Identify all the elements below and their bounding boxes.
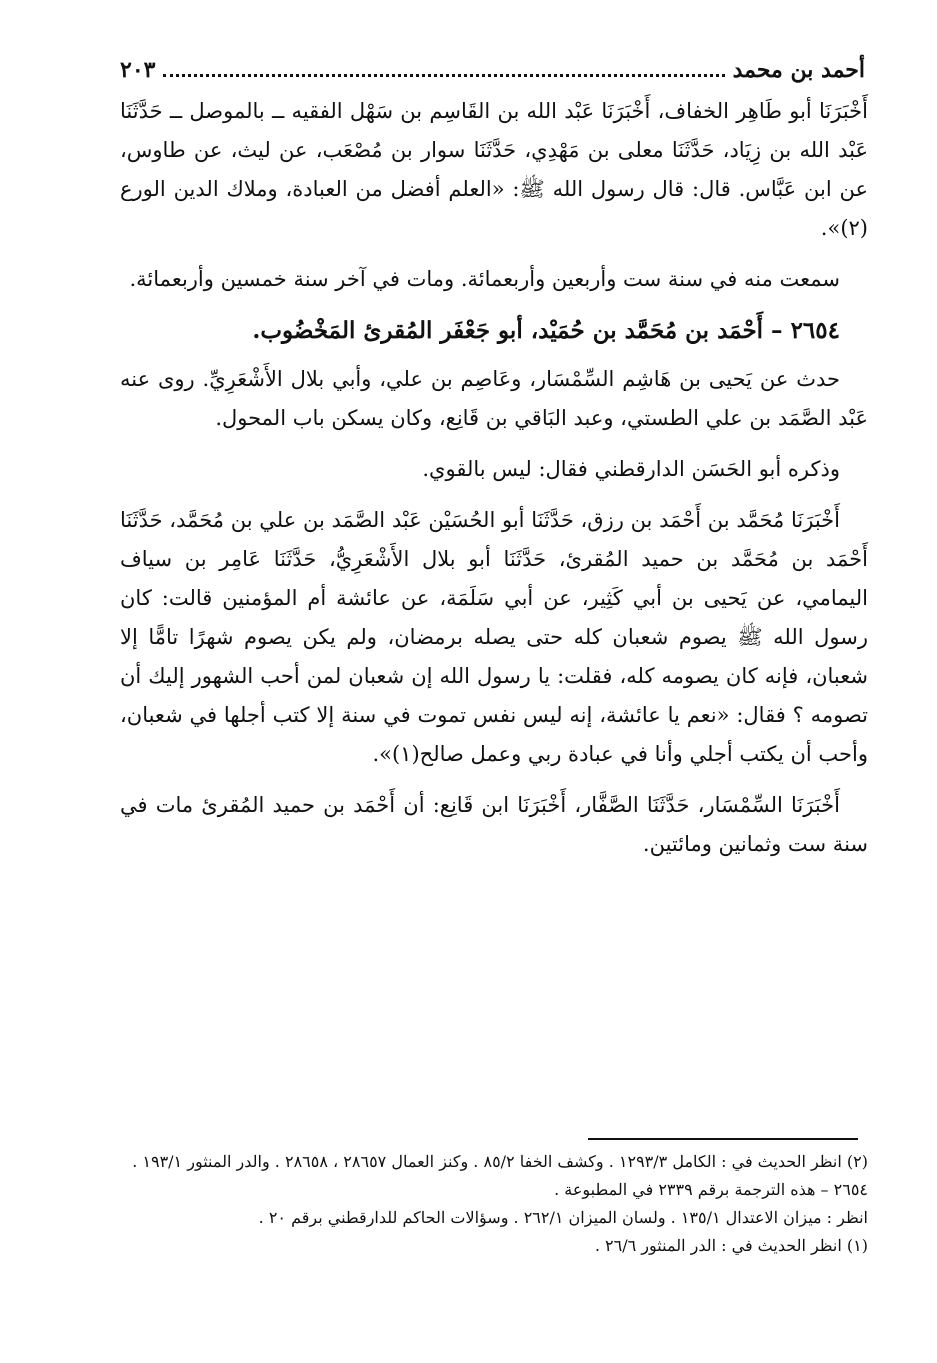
paragraph-death-note-1: سمعت منه في سنة ست وأربعين وأربعمائة. ومات في آخر سنة خمسين وأربعمائة. bbox=[129, 267, 840, 291]
footnote-entry-note: ٢٦٥٤ – هذه الترجمة برقم ٢٣٣٩ في المطبوعة . bbox=[554, 1180, 868, 1199]
leader-dots bbox=[163, 64, 724, 77]
main-text bbox=[120, 92, 868, 876]
page-number: ٢٠٣ bbox=[120, 57, 156, 83]
footnotes bbox=[120, 1148, 868, 1260]
running-title: أحمد بن محمد bbox=[732, 57, 865, 83]
paragraph-narrators: حدث عن يَحيى بن هَاشِم السِّمْسَار، وعَاصِم بن علي، وأبي بلال الأَشْعَرِيِّ. روى عنه عَبْد الصَّمَد بن علي الطستي، وعبد البَاقي بن قَانِع، وكان يسكن باب المحول. bbox=[120, 367, 868, 430]
footnote-divider bbox=[588, 1138, 858, 1140]
paragraph-daraqutni: وذكره أبو الحَسَن الدارقطني فقال: ليس بالقوي. bbox=[422, 457, 840, 481]
footnote-1: (١) انظر الحديث في : الدر المنثور ٢٦/٦ . bbox=[594, 1236, 868, 1255]
entry-heading: ٢٦٥٤ – أَحْمَد بن مُحَمَّد بن حُمَيْد، أبو جَعْفَر المُقرئ المَخْضُوب. bbox=[252, 317, 840, 344]
paragraph-hadith: أَخْبَرَنَا مُحَمَّد بن أَحْمَد بن رزق، حَدَّثَنَا أبو الحُسَيْن عَبْد الصَّمَد بن علي بن مُحَمَّد، حَدَّثَنَا أَحْمَد بن مُحَمَّد بن حميد المُقرئ، حَدَّثَنَا أبو بلال الأَشْعَرِيُّ، حَدَّثَنَا عَامِر بن سياف اليمامي، عن يَحيى بن أبي كَثِير، عن أبي سَلَمَة، عن عائشة أم المؤمنين قالت: كان رسول الله ﷺ يصوم شعبان كله حتى يصله برمضان، ولم يكن يصوم شهرًا تامًّا إلا شعبان، فإنه كان يصومه كله، فقلت: يا رسول الله إن شعبان لمن أحب الشهور إليك أن تصومه ؟ فقال: «نعم يا عائشة، إنه ليس نفس تموت في سنة إلا كتب أجلها في شعبان، وأحب أن يكتب أجلي وأنا في عبادة ربي وعمل صالح(١)». bbox=[120, 508, 868, 766]
footnote-2: (٢) انظر الحديث في : الكامل ١٢٩٣/٣ . وكشف الخفا ٨٥/٢ . وكنز العمال ٢٨٦٥٧ ، ٢٨٦٥٨ . والدر المنثور ١٩٣/١ . bbox=[132, 1152, 868, 1171]
paragraph-isnad-1: أَخْبَرَنَا أبو طَاهِر الخفاف، أَخْبَرَنَا عَبْد الله بن القَاسِم بن سَهْل الفقيه ــ بالموصل ــ حَدَّثَنَا عَبْد الله بن زِيَاد، حَدَّثَنَا معلى بن مَهْدِي، حَدَّثَنَا سوار بن مُصْعَب، عن ليث، عن طاوس، عن ابن عَبَّاس. قال: قال رسول الله ﷺ: «العلم أفضل من العبادة، وملاك الدين الورع (٢)». bbox=[120, 99, 868, 240]
paragraph-death-note-2: أَخْبَرَنَا السِّمْسَار، حَدَّثَنَا الصَّفَّار، أَخْبَرَنَا ابن قَانِع: أن أَحْمَد بن حميد المُقرئ مات في سنة ست وثمانين ومائتين. bbox=[120, 793, 868, 856]
page-header bbox=[120, 50, 865, 90]
footnote-references: انظر : ميزان الاعتدال ١٣٥/١ . ولسان الميزان ٢٦٢/١ . وسؤالات الحاكم للدارقطني برقم ٢٠ . bbox=[258, 1208, 868, 1227]
